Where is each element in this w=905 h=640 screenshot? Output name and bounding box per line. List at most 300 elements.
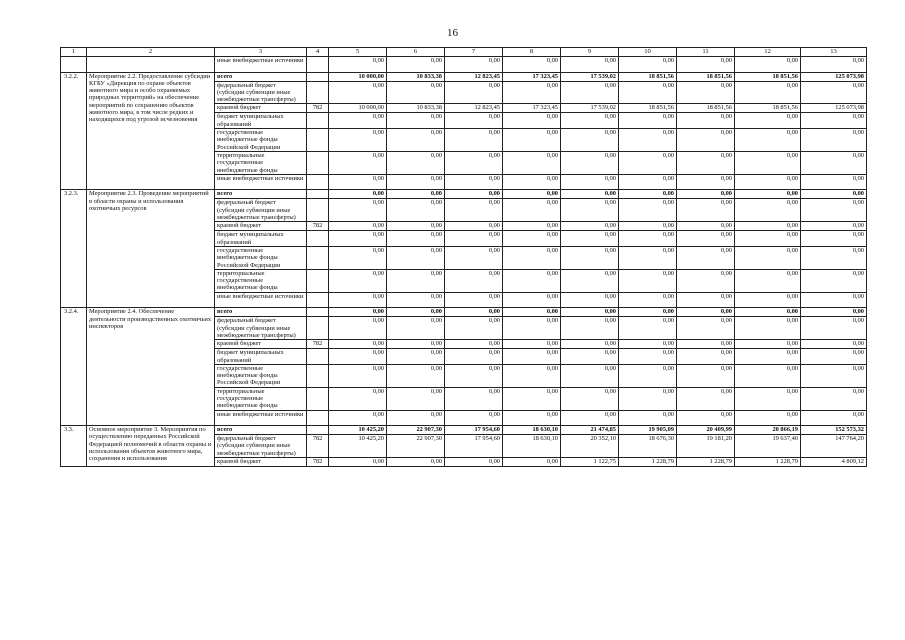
amount-cell: 0,00 xyxy=(619,231,677,247)
amount-cell: 0,00 xyxy=(503,113,561,129)
amount-cell: 0,00 xyxy=(619,269,677,292)
amount-cell: 0,00 xyxy=(677,174,735,190)
budget-code xyxy=(307,308,329,317)
budget-code xyxy=(307,129,329,152)
amount-cell: 0,00 xyxy=(503,458,561,467)
budget-code: 782 xyxy=(307,458,329,467)
measure-number: 3.2.4. xyxy=(61,308,87,426)
amount-cell: 0,00 xyxy=(387,458,445,467)
amount-cell: 0,00 xyxy=(387,174,445,190)
amount-cell: 0,00 xyxy=(503,246,561,269)
amount-cell: 0,00 xyxy=(561,231,619,247)
amount-cell: 0,00 xyxy=(561,349,619,365)
amount-cell: 0,00 xyxy=(619,387,677,410)
amount-cell: 0,00 xyxy=(801,364,867,387)
amount-cell: 0,00 xyxy=(387,231,445,247)
amount-cell: 18 851,56 xyxy=(735,104,801,113)
amount-cell: 0,00 xyxy=(329,269,387,292)
amount-cell: 0,00 xyxy=(677,387,735,410)
amount-cell: 0,00 xyxy=(387,340,445,349)
amount-cell: 0,00 xyxy=(619,222,677,231)
amount-cell: 1 122,75 xyxy=(561,458,619,467)
amount-cell: 0,00 xyxy=(503,269,561,292)
amount-cell: 0,00 xyxy=(561,151,619,174)
amount-cell: 10 425,20 xyxy=(329,426,387,435)
amount-cell: 18 851,56 xyxy=(619,72,677,81)
amount-cell: 0,00 xyxy=(561,387,619,410)
amount-cell: 0,00 xyxy=(735,174,801,190)
funding-source: иные внебюджетные источники xyxy=(215,410,307,426)
amount-cell: 0,00 xyxy=(619,151,677,174)
measure-number: 3.2.3. xyxy=(61,190,87,308)
amount-cell: 0,00 xyxy=(735,340,801,349)
amount-cell: 0,00 xyxy=(387,113,445,129)
amount-cell: 0,00 xyxy=(619,199,677,222)
amount-cell: 0,00 xyxy=(735,57,801,73)
amount-cell: 0,00 xyxy=(619,317,677,340)
funding-source: всего xyxy=(215,72,307,81)
amount-cell: 0,00 xyxy=(503,308,561,317)
amount-cell: 0,00 xyxy=(735,410,801,426)
amount-cell: 17 539,02 xyxy=(561,72,619,81)
amount-cell: 0,00 xyxy=(329,246,387,269)
amount-cell: 0,00 xyxy=(677,190,735,199)
amount-cell: 0,00 xyxy=(445,317,503,340)
amount-cell: 0,00 xyxy=(801,81,867,104)
column-header: 11 xyxy=(677,48,735,57)
amount-cell: 0,00 xyxy=(387,308,445,317)
amount-cell: 0,00 xyxy=(619,349,677,365)
measure-description: Мероприятие 2.2. Предоставление субсидии КГБУ «Дирекция по охране объектов животного мира и особо охраняемых природных территорий» на обеспечение мероприятий по сохранению объектов животного мира, в том числе редких и находящихся под угрозой исчезновения xyxy=(87,72,215,190)
amount-cell: 10 833,38 xyxy=(387,104,445,113)
amount-cell: 0,00 xyxy=(503,199,561,222)
amount-cell: 0,00 xyxy=(445,269,503,292)
amount-cell: 0,00 xyxy=(329,199,387,222)
amount-cell: 0,00 xyxy=(677,340,735,349)
measure-total-row xyxy=(61,426,867,435)
amount-cell: 10 000,00 xyxy=(329,72,387,81)
amount-cell: 0,00 xyxy=(445,190,503,199)
amount-cell: 0,00 xyxy=(801,317,867,340)
amount-cell: 18 851,56 xyxy=(619,104,677,113)
empty-cell xyxy=(87,57,215,73)
budget-code: 782 xyxy=(307,104,329,113)
amount-cell: 0,00 xyxy=(503,364,561,387)
amount-cell: 0,00 xyxy=(329,190,387,199)
column-header: 5 xyxy=(329,48,387,57)
amount-cell: 19 181,20 xyxy=(677,435,735,458)
amount-cell: 0,00 xyxy=(735,269,801,292)
funding-source: краевой бюджет xyxy=(215,222,307,231)
amount-cell: 0,00 xyxy=(387,317,445,340)
amount-cell: 0,00 xyxy=(503,57,561,73)
funding-source: бюджет муниципальных образований xyxy=(215,349,307,365)
amount-cell: 0,00 xyxy=(387,410,445,426)
amount-cell: 0,00 xyxy=(801,174,867,190)
column-number-row xyxy=(61,48,867,57)
funding-source: бюджет муниципальных образований xyxy=(215,113,307,129)
amount-cell: 0,00 xyxy=(387,222,445,231)
measure-description: Основное мероприятие 3. Мероприятия по осуществлению переданных Российской Федерацией полномочий в области охраны и использования объектов животного мира, сохранения и использования xyxy=(87,426,215,467)
funding-source: иные внебюджетные источники xyxy=(215,292,307,308)
column-header: 8 xyxy=(503,48,561,57)
amount-cell: 4 809,12 xyxy=(801,458,867,467)
funding-source: территориальные государственные внебюджетные фонды xyxy=(215,151,307,174)
funding-source: всего xyxy=(215,308,307,317)
amount-cell: 1 228,79 xyxy=(735,458,801,467)
amount-cell: 0,00 xyxy=(561,308,619,317)
amount-cell: 0,00 xyxy=(735,129,801,152)
amount-cell: 0,00 xyxy=(503,231,561,247)
budget-code: 782 xyxy=(307,435,329,458)
amount-cell: 0,00 xyxy=(677,113,735,129)
amount-cell: 0,00 xyxy=(735,151,801,174)
amount-cell: 152 573,32 xyxy=(801,426,867,435)
amount-cell: 0,00 xyxy=(445,151,503,174)
funding-source: всего xyxy=(215,426,307,435)
empty-cell xyxy=(61,57,87,73)
column-header: 10 xyxy=(619,48,677,57)
amount-cell: 0,00 xyxy=(801,308,867,317)
budget-code xyxy=(307,199,329,222)
amount-cell: 0,00 xyxy=(561,410,619,426)
amount-cell: 0,00 xyxy=(801,151,867,174)
amount-cell: 0,00 xyxy=(619,308,677,317)
amount-cell: 125 073,98 xyxy=(801,104,867,113)
amount-cell: 0,00 xyxy=(387,199,445,222)
budget-code xyxy=(307,387,329,410)
amount-cell: 0,00 xyxy=(329,231,387,247)
budget-code xyxy=(307,151,329,174)
amount-cell: 0,00 xyxy=(735,246,801,269)
amount-cell: 0,00 xyxy=(619,364,677,387)
amount-cell: 0,00 xyxy=(561,269,619,292)
amount-cell: 125 073,98 xyxy=(801,72,867,81)
amount-cell: 10 425,20 xyxy=(329,435,387,458)
amount-cell: 17 323,45 xyxy=(503,72,561,81)
amount-cell: 0,00 xyxy=(801,113,867,129)
amount-cell: 0,00 xyxy=(561,246,619,269)
amount-cell: 17 954,60 xyxy=(445,426,503,435)
amount-cell: 0,00 xyxy=(561,57,619,73)
budget-code xyxy=(307,113,329,129)
amount-cell: 0,00 xyxy=(619,340,677,349)
amount-cell: 0,00 xyxy=(329,174,387,190)
amount-cell: 0,00 xyxy=(503,410,561,426)
amount-cell: 0,00 xyxy=(503,292,561,308)
funding-source: государственные внебюджетные фонды Российской Федерации xyxy=(215,246,307,269)
amount-cell: 0,00 xyxy=(735,349,801,365)
amount-cell: 0,00 xyxy=(677,317,735,340)
amount-cell: 12 823,45 xyxy=(445,72,503,81)
amount-cell: 0,00 xyxy=(329,308,387,317)
amount-cell: 0,00 xyxy=(677,292,735,308)
amount-cell: 18 630,10 xyxy=(503,426,561,435)
amount-cell: 0,00 xyxy=(329,458,387,467)
amount-cell: 0,00 xyxy=(561,129,619,152)
amount-cell: 20 352,10 xyxy=(561,435,619,458)
amount-cell: 0,00 xyxy=(387,364,445,387)
amount-cell: 0,00 xyxy=(801,246,867,269)
amount-cell: 0,00 xyxy=(329,81,387,104)
budget-code: 782 xyxy=(307,340,329,349)
amount-cell: 0,00 xyxy=(387,292,445,308)
amount-cell: 0,00 xyxy=(445,231,503,247)
amount-cell: 0,00 xyxy=(735,231,801,247)
amount-cell: 20 409,99 xyxy=(677,426,735,435)
amount-cell: 0,00 xyxy=(445,246,503,269)
amount-cell: 0,00 xyxy=(619,292,677,308)
amount-cell: 1 228,79 xyxy=(677,458,735,467)
amount-cell: 18 851,56 xyxy=(677,104,735,113)
funding-source: федеральный бюджет (субсидии субвенции иные межбюджетные трансферты) xyxy=(215,435,307,458)
amount-cell: 0,00 xyxy=(561,317,619,340)
budget-code xyxy=(307,231,329,247)
amount-cell: 17 539,02 xyxy=(561,104,619,113)
amount-cell: 22 907,30 xyxy=(387,426,445,435)
amount-cell: 0,00 xyxy=(801,410,867,426)
amount-cell: 0,00 xyxy=(445,174,503,190)
amount-cell: 0,00 xyxy=(561,81,619,104)
amount-cell: 0,00 xyxy=(329,151,387,174)
amount-cell: 0,00 xyxy=(503,190,561,199)
amount-cell: 0,00 xyxy=(619,410,677,426)
measure-total-row xyxy=(61,190,867,199)
amount-cell: 19 637,40 xyxy=(735,435,801,458)
amount-cell: 0,00 xyxy=(445,113,503,129)
amount-cell: 1 228,79 xyxy=(619,458,677,467)
funding-source: краевой бюджет xyxy=(215,458,307,467)
amount-cell: 0,00 xyxy=(329,410,387,426)
amount-cell: 0,00 xyxy=(387,269,445,292)
amount-cell: 0,00 xyxy=(801,340,867,349)
column-header: 6 xyxy=(387,48,445,57)
column-header: 9 xyxy=(561,48,619,57)
amount-cell: 0,00 xyxy=(619,113,677,129)
amount-cell: 19 905,09 xyxy=(619,426,677,435)
amount-cell: 0,00 xyxy=(801,129,867,152)
amount-cell: 0,00 xyxy=(561,222,619,231)
amount-cell: 0,00 xyxy=(329,129,387,152)
amount-cell: 0,00 xyxy=(735,81,801,104)
amount-cell: 0,00 xyxy=(561,340,619,349)
funding-source: краевой бюджет xyxy=(215,104,307,113)
budget-code xyxy=(307,426,329,435)
amount-cell: 0,00 xyxy=(503,349,561,365)
amount-cell: 0,00 xyxy=(503,81,561,104)
amount-cell: 0,00 xyxy=(735,364,801,387)
amount-cell: 0,00 xyxy=(677,57,735,73)
funding-source: краевой бюджет xyxy=(215,340,307,349)
amount-cell: 0,00 xyxy=(735,222,801,231)
amount-cell: 0,00 xyxy=(677,269,735,292)
amount-cell: 0,00 xyxy=(561,113,619,129)
amount-cell: 0,00 xyxy=(329,387,387,410)
amount-cell: 0,00 xyxy=(619,246,677,269)
measure-description: Мероприятие 2.3. Проведение мероприятий в области охраны и использования охотничьих ресурсов xyxy=(87,190,215,308)
amount-cell: 0,00 xyxy=(619,174,677,190)
budget-code xyxy=(307,269,329,292)
funding-source: федеральный бюджет (субсидии субвенции иные межбюджетные трансферты) xyxy=(215,199,307,222)
funding-source: государственные внебюджетные фонды Российской Федерации xyxy=(215,129,307,152)
funding-source: федеральный бюджет (субсидии субвенции иные межбюджетные трансферты) xyxy=(215,81,307,104)
table-body xyxy=(61,57,867,467)
column-header: 13 xyxy=(801,48,867,57)
amount-cell: 0,00 xyxy=(677,151,735,174)
funding-source: государственные внебюджетные фонды Российской Федерации xyxy=(215,364,307,387)
amount-cell: 0,00 xyxy=(503,340,561,349)
amount-cell: 0,00 xyxy=(677,231,735,247)
amount-cell: 0,00 xyxy=(735,317,801,340)
amount-cell: 0,00 xyxy=(561,190,619,199)
amount-cell: 0,00 xyxy=(329,364,387,387)
amount-cell: 0,00 xyxy=(735,190,801,199)
column-header: 7 xyxy=(445,48,503,57)
amount-cell: 0,00 xyxy=(735,387,801,410)
amount-cell: 0,00 xyxy=(561,292,619,308)
amount-cell: 0,00 xyxy=(735,199,801,222)
budget-code xyxy=(307,317,329,340)
amount-cell: 0,00 xyxy=(677,222,735,231)
funding-source: бюджет муниципальных образований xyxy=(215,231,307,247)
amount-cell: 0,00 xyxy=(445,81,503,104)
amount-cell: 0,00 xyxy=(329,292,387,308)
amount-cell: 0,00 xyxy=(445,57,503,73)
amount-cell: 0,00 xyxy=(677,199,735,222)
budget-table xyxy=(60,47,867,467)
funding-source: иные внебюджетные источники xyxy=(215,57,307,73)
amount-cell: 0,00 xyxy=(329,317,387,340)
amount-cell: 0,00 xyxy=(503,317,561,340)
amount-cell: 0,00 xyxy=(445,340,503,349)
amount-cell: 0,00 xyxy=(445,387,503,410)
amount-cell: 0,00 xyxy=(561,174,619,190)
measure-total-row xyxy=(61,72,867,81)
amount-cell: 0,00 xyxy=(801,269,867,292)
column-header: 1 xyxy=(61,48,87,57)
amount-cell: 0,00 xyxy=(387,81,445,104)
amount-cell: 0,00 xyxy=(503,129,561,152)
budget-code xyxy=(307,292,329,308)
amount-cell: 18 630,10 xyxy=(503,435,561,458)
amount-cell: 0,00 xyxy=(329,113,387,129)
amount-cell: 0,00 xyxy=(329,222,387,231)
amount-cell: 0,00 xyxy=(445,410,503,426)
amount-cell: 0,00 xyxy=(445,458,503,467)
amount-cell: 20 866,19 xyxy=(735,426,801,435)
amount-cell: 0,00 xyxy=(801,387,867,410)
amount-cell: 0,00 xyxy=(387,129,445,152)
column-header: 2 xyxy=(87,48,215,57)
amount-cell: 0,00 xyxy=(503,151,561,174)
amount-cell: 0,00 xyxy=(387,151,445,174)
page-number: 16 xyxy=(447,27,458,39)
amount-cell: 0,00 xyxy=(619,190,677,199)
amount-cell: 10 000,00 xyxy=(329,104,387,113)
amount-cell: 0,00 xyxy=(801,190,867,199)
amount-cell: 0,00 xyxy=(387,246,445,269)
amount-cell: 0,00 xyxy=(801,57,867,73)
amount-cell: 0,00 xyxy=(801,349,867,365)
amount-cell: 0,00 xyxy=(445,308,503,317)
funding-source: территориальные государственные внебюджетные фонды xyxy=(215,387,307,410)
amount-cell: 12 823,45 xyxy=(445,104,503,113)
amount-cell: 0,00 xyxy=(735,292,801,308)
measure-description: Мероприятие 2.4. Обеспечение деятельности производственных охотничьих инспекторов xyxy=(87,308,215,426)
amount-cell: 0,00 xyxy=(619,81,677,104)
amount-cell: 0,00 xyxy=(677,349,735,365)
funding-source: федеральный бюджет (субсидии субвенции иные межбюджетные трансферты) xyxy=(215,317,307,340)
amount-cell: 0,00 xyxy=(801,231,867,247)
amount-cell: 0,00 xyxy=(387,387,445,410)
budget-code xyxy=(307,410,329,426)
amount-cell: 0,00 xyxy=(445,292,503,308)
amount-cell: 0,00 xyxy=(503,222,561,231)
amount-cell: 147 764,20 xyxy=(801,435,867,458)
funding-source: территориальные государственные внебюджетные фонды xyxy=(215,269,307,292)
amount-cell: 0,00 xyxy=(503,387,561,410)
amount-cell: 0,00 xyxy=(387,190,445,199)
amount-cell: 17 954,60 xyxy=(445,435,503,458)
amount-cell: 0,00 xyxy=(561,364,619,387)
amount-cell: 0,00 xyxy=(735,113,801,129)
table-row xyxy=(61,57,867,73)
amount-cell: 0,00 xyxy=(329,57,387,73)
amount-cell: 10 833,38 xyxy=(387,72,445,81)
budget-code xyxy=(307,349,329,365)
amount-cell: 0,00 xyxy=(677,246,735,269)
amount-cell: 0,00 xyxy=(445,349,503,365)
amount-cell: 0,00 xyxy=(445,364,503,387)
amount-cell: 0,00 xyxy=(503,174,561,190)
amount-cell: 0,00 xyxy=(735,308,801,317)
amount-cell: 0,00 xyxy=(801,199,867,222)
amount-cell: 0,00 xyxy=(387,57,445,73)
budget-code xyxy=(307,72,329,81)
amount-cell: 0,00 xyxy=(619,129,677,152)
budget-code xyxy=(307,246,329,269)
amount-cell: 0,00 xyxy=(329,349,387,365)
amount-cell: 18 676,30 xyxy=(619,435,677,458)
amount-cell: 18 851,56 xyxy=(677,72,735,81)
column-header: 4 xyxy=(307,48,329,57)
amount-cell: 21 474,85 xyxy=(561,426,619,435)
amount-cell: 0,00 xyxy=(445,129,503,152)
budget-code xyxy=(307,57,329,73)
measure-number: 3.2.2. xyxy=(61,72,87,190)
amount-cell: 0,00 xyxy=(445,199,503,222)
amount-cell: 0,00 xyxy=(445,222,503,231)
amount-cell: 17 323,45 xyxy=(503,104,561,113)
budget-code xyxy=(307,190,329,199)
funding-source: иные внебюджетные источники xyxy=(215,174,307,190)
amount-cell: 0,00 xyxy=(677,308,735,317)
amount-cell: 22 907,30 xyxy=(387,435,445,458)
amount-cell: 0,00 xyxy=(329,340,387,349)
measure-total-row xyxy=(61,308,867,317)
amount-cell: 0,00 xyxy=(677,129,735,152)
budget-code xyxy=(307,364,329,387)
amount-cell: 0,00 xyxy=(677,81,735,104)
column-header: 12 xyxy=(735,48,801,57)
amount-cell: 0,00 xyxy=(561,199,619,222)
amount-cell: 18 851,56 xyxy=(735,72,801,81)
budget-code: 782 xyxy=(307,222,329,231)
amount-cell: 0,00 xyxy=(801,292,867,308)
amount-cell: 0,00 xyxy=(801,222,867,231)
amount-cell: 0,00 xyxy=(677,410,735,426)
amount-cell: 0,00 xyxy=(677,364,735,387)
